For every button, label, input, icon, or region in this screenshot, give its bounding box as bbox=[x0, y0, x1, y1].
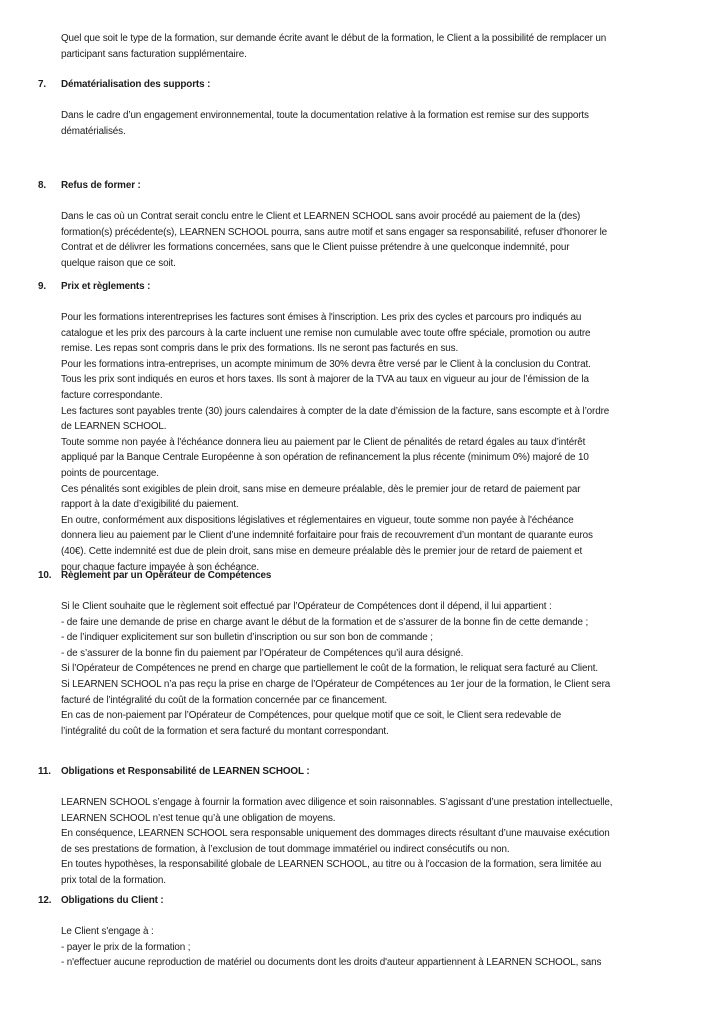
text-line: Dans le cadre d’un engagement environnemental, toute la documentation relative à la formation est remise sur des supports bbox=[61, 110, 589, 121]
text-line: Tous les prix sont indiqués en euros et hors taxes. Ils sont à majorer de la TVA au taux en vigueur au jour de l’émission de la bbox=[61, 374, 589, 386]
text-line: quelque raison que ce soit. bbox=[61, 257, 176, 269]
section-body-9 bbox=[61, 310, 709, 575]
section-heading-12 bbox=[38, 893, 698, 909]
text-line: En cas de non-paiement par l’Opérateur de Compétences, pour quelque motif que ce soit, le Client sera redevable de bbox=[61, 710, 562, 722]
section-body-10 bbox=[61, 599, 709, 739]
text-line: facture correspondante. bbox=[61, 389, 163, 401]
text-line: Si LEARNEN SCHOOL n’a pas reçu la prise en charge de l’Opérateur de Compétences au 1er jour de la formation, le Client sera bbox=[61, 678, 611, 690]
text-line: Quel que soit le type de la formation, sur demande écrite avant le début de la formation, le Client a la possibilité de remplacer un bbox=[61, 33, 607, 44]
section-title: Dématérialisation des supports : bbox=[61, 79, 211, 90]
text-line: appliqué par la Banque Centrale Européenne à son opération de refinancement la plus récente (minimum 0%) majoré de 10 bbox=[61, 452, 589, 464]
section-heading-10 bbox=[38, 568, 698, 584]
text-line: Contrat et de délivrer les formations concernées, sans que le Client puisse prétendre à une quelconque indemnité, pour bbox=[61, 242, 570, 254]
text-line: Si le Client souhaite que le règlement soit effectué par l’Opérateur de Compétences dont il dépend, il lui appartient : bbox=[61, 601, 552, 612]
text-line: - n'effectuer aucune reproduction de matériel ou documents dont les droits d'auteur appartiennent à LEARNEN SCHOOL, sans bbox=[61, 957, 602, 969]
text-line: points de pourcentage. bbox=[61, 467, 159, 479]
text-line: donnera lieu au paiement par le Client d’une indemnité forfaitaire pour frais de recouvrement d’un montant de quarante euros bbox=[61, 530, 593, 542]
text-line: En toutes hypothèses, la responsabilité globale de LEARNEN SCHOOL, au titre ou à l'occasion de la formation, sera limitée au bbox=[61, 859, 602, 871]
section-number: 9. bbox=[38, 281, 46, 292]
text-line: - payer le prix de la formation ; bbox=[61, 941, 191, 953]
text-line: LEARNEN SCHOOL s’engage à fournir la formation avec diligence et soin raisonnables. S’agissant d’une prestation intellectuelle, bbox=[61, 797, 613, 808]
section-body-7 bbox=[61, 108, 709, 139]
text-line: dématérialisés. bbox=[61, 125, 126, 137]
text-line: catalogue et les prix des parcours à la carte incluent une remise non cumulable avec toute offre spéciale, promotion ou autre bbox=[61, 327, 591, 339]
text-line: de LEARNEN SCHOOL. bbox=[61, 421, 167, 433]
section-number: 8. bbox=[38, 180, 46, 191]
section-title: Obligations du Client : bbox=[61, 895, 164, 906]
section-number: 11. bbox=[38, 766, 51, 777]
section-body-12 bbox=[61, 924, 709, 971]
intro-paragraph bbox=[61, 31, 709, 62]
text-line: prix total de la formation. bbox=[61, 874, 166, 886]
section-body-11 bbox=[61, 795, 709, 889]
text-line: - de faire une demande de prise en charge avant le début de la formation et de s’assurer de la bonne fin de cette demande ; bbox=[61, 616, 589, 628]
section-number: 10. bbox=[38, 570, 52, 581]
section-heading-7 bbox=[38, 77, 698, 93]
section-title: Règlement par un Opérateur de Compétences bbox=[61, 570, 272, 581]
section-title: Refus de former : bbox=[61, 180, 141, 191]
text-line: participant sans facturation supplémentaire. bbox=[61, 48, 247, 60]
section-heading-8 bbox=[38, 178, 698, 194]
section-number: 12. bbox=[38, 895, 52, 906]
text-line: Pour les formations intra-entreprises, un acompte minimum de 30% devra être versé par le Client à la conclusion du Contrat. bbox=[61, 358, 591, 370]
section-number: 7. bbox=[38, 79, 46, 90]
section-heading-11 bbox=[38, 764, 698, 780]
text-line: En outre, conformément aux dispositions législatives et réglementaires en vigueur, toute somme non payée à l'échéance bbox=[61, 514, 574, 526]
text-line: Le Client s'engage à : bbox=[61, 926, 154, 937]
section-heading-9 bbox=[38, 279, 698, 295]
text-line: pour chaque facture impayée à son échéance. bbox=[61, 561, 259, 573]
text-line: Pour les formations interentreprises les factures sont émises à l'inscription. Les prix des cycles et parcours pro indiqués au bbox=[61, 312, 582, 323]
text-line: Ces pénalités sont exigibles de plein droit, sans mise en demeure préalable, dès le premier jour de retard de paiement par bbox=[61, 483, 581, 495]
text-line: rapport à la date d’exigibilité du paiement. bbox=[61, 499, 239, 511]
text-line: remise. Les repas sont compris dans le prix des formations. Ils ne seront pas facturés en sus. bbox=[61, 343, 459, 355]
section-title: Prix et règlements : bbox=[61, 281, 151, 292]
section-title: Obligations et Responsabilité de LEARNEN SCHOOL : bbox=[61, 766, 310, 777]
text-line: formation(s) précédente(s), LEARNEN SCHOOL pourra, sans autre motif et sans engager sa responsabilité, refuser d'honorer le bbox=[61, 226, 608, 238]
text-line: - de l’indiquer explicitement sur son bulletin d’inscription ou sur son bon de commande ; bbox=[61, 632, 433, 644]
text-line: de ses prestations de formation, à l’exclusion de tout dommage immatériel ou indirect consécutifs ou non. bbox=[61, 843, 510, 855]
text-line: Toute somme non payée à l'échéance donnera lieu au paiement par le Client de pénalités de retard égales au taux d’intérêt bbox=[61, 436, 586, 448]
text-line: LEARNEN SCHOOL n’est tenue qu’à une obligation de moyens. bbox=[61, 812, 336, 824]
section-body-8 bbox=[61, 209, 709, 271]
text-line: facturé de l’intégralité du coût de la formation concernée par ce financement. bbox=[61, 694, 388, 706]
text-line: Les factures sont payables trente (30) jours calendaires à compter de la date d’émission de la facture, sans escompte et à l’ordre bbox=[61, 405, 610, 417]
text-line: En conséquence, LEARNEN SCHOOL sera responsable uniquement des dommages directs résultant d’une mauvaise exécution bbox=[61, 828, 610, 840]
text-line: Si l’Opérateur de Compétences ne prend en charge que partiellement le coût de la formation, le reliquat sera facturé au Client. bbox=[61, 663, 598, 675]
text-line: - de s’assurer de la bonne fin du paiement par l’Opérateur de Compétences qu’il aura désigné. bbox=[61, 647, 464, 659]
text-line: l’intégralité du coût de la formation et sera facturé du montant correspondant. bbox=[61, 725, 389, 737]
text-line: (40€). Cette indemnité est due de plein droit, sans mise en demeure préalable dès le premier jour de retard de paiement et bbox=[61, 545, 583, 557]
text-line: Dans le cas où un Contrat serait conclu entre le Client et LEARNEN SCHOOL sans avoir procédé au paiement de la (des) bbox=[61, 211, 581, 222]
